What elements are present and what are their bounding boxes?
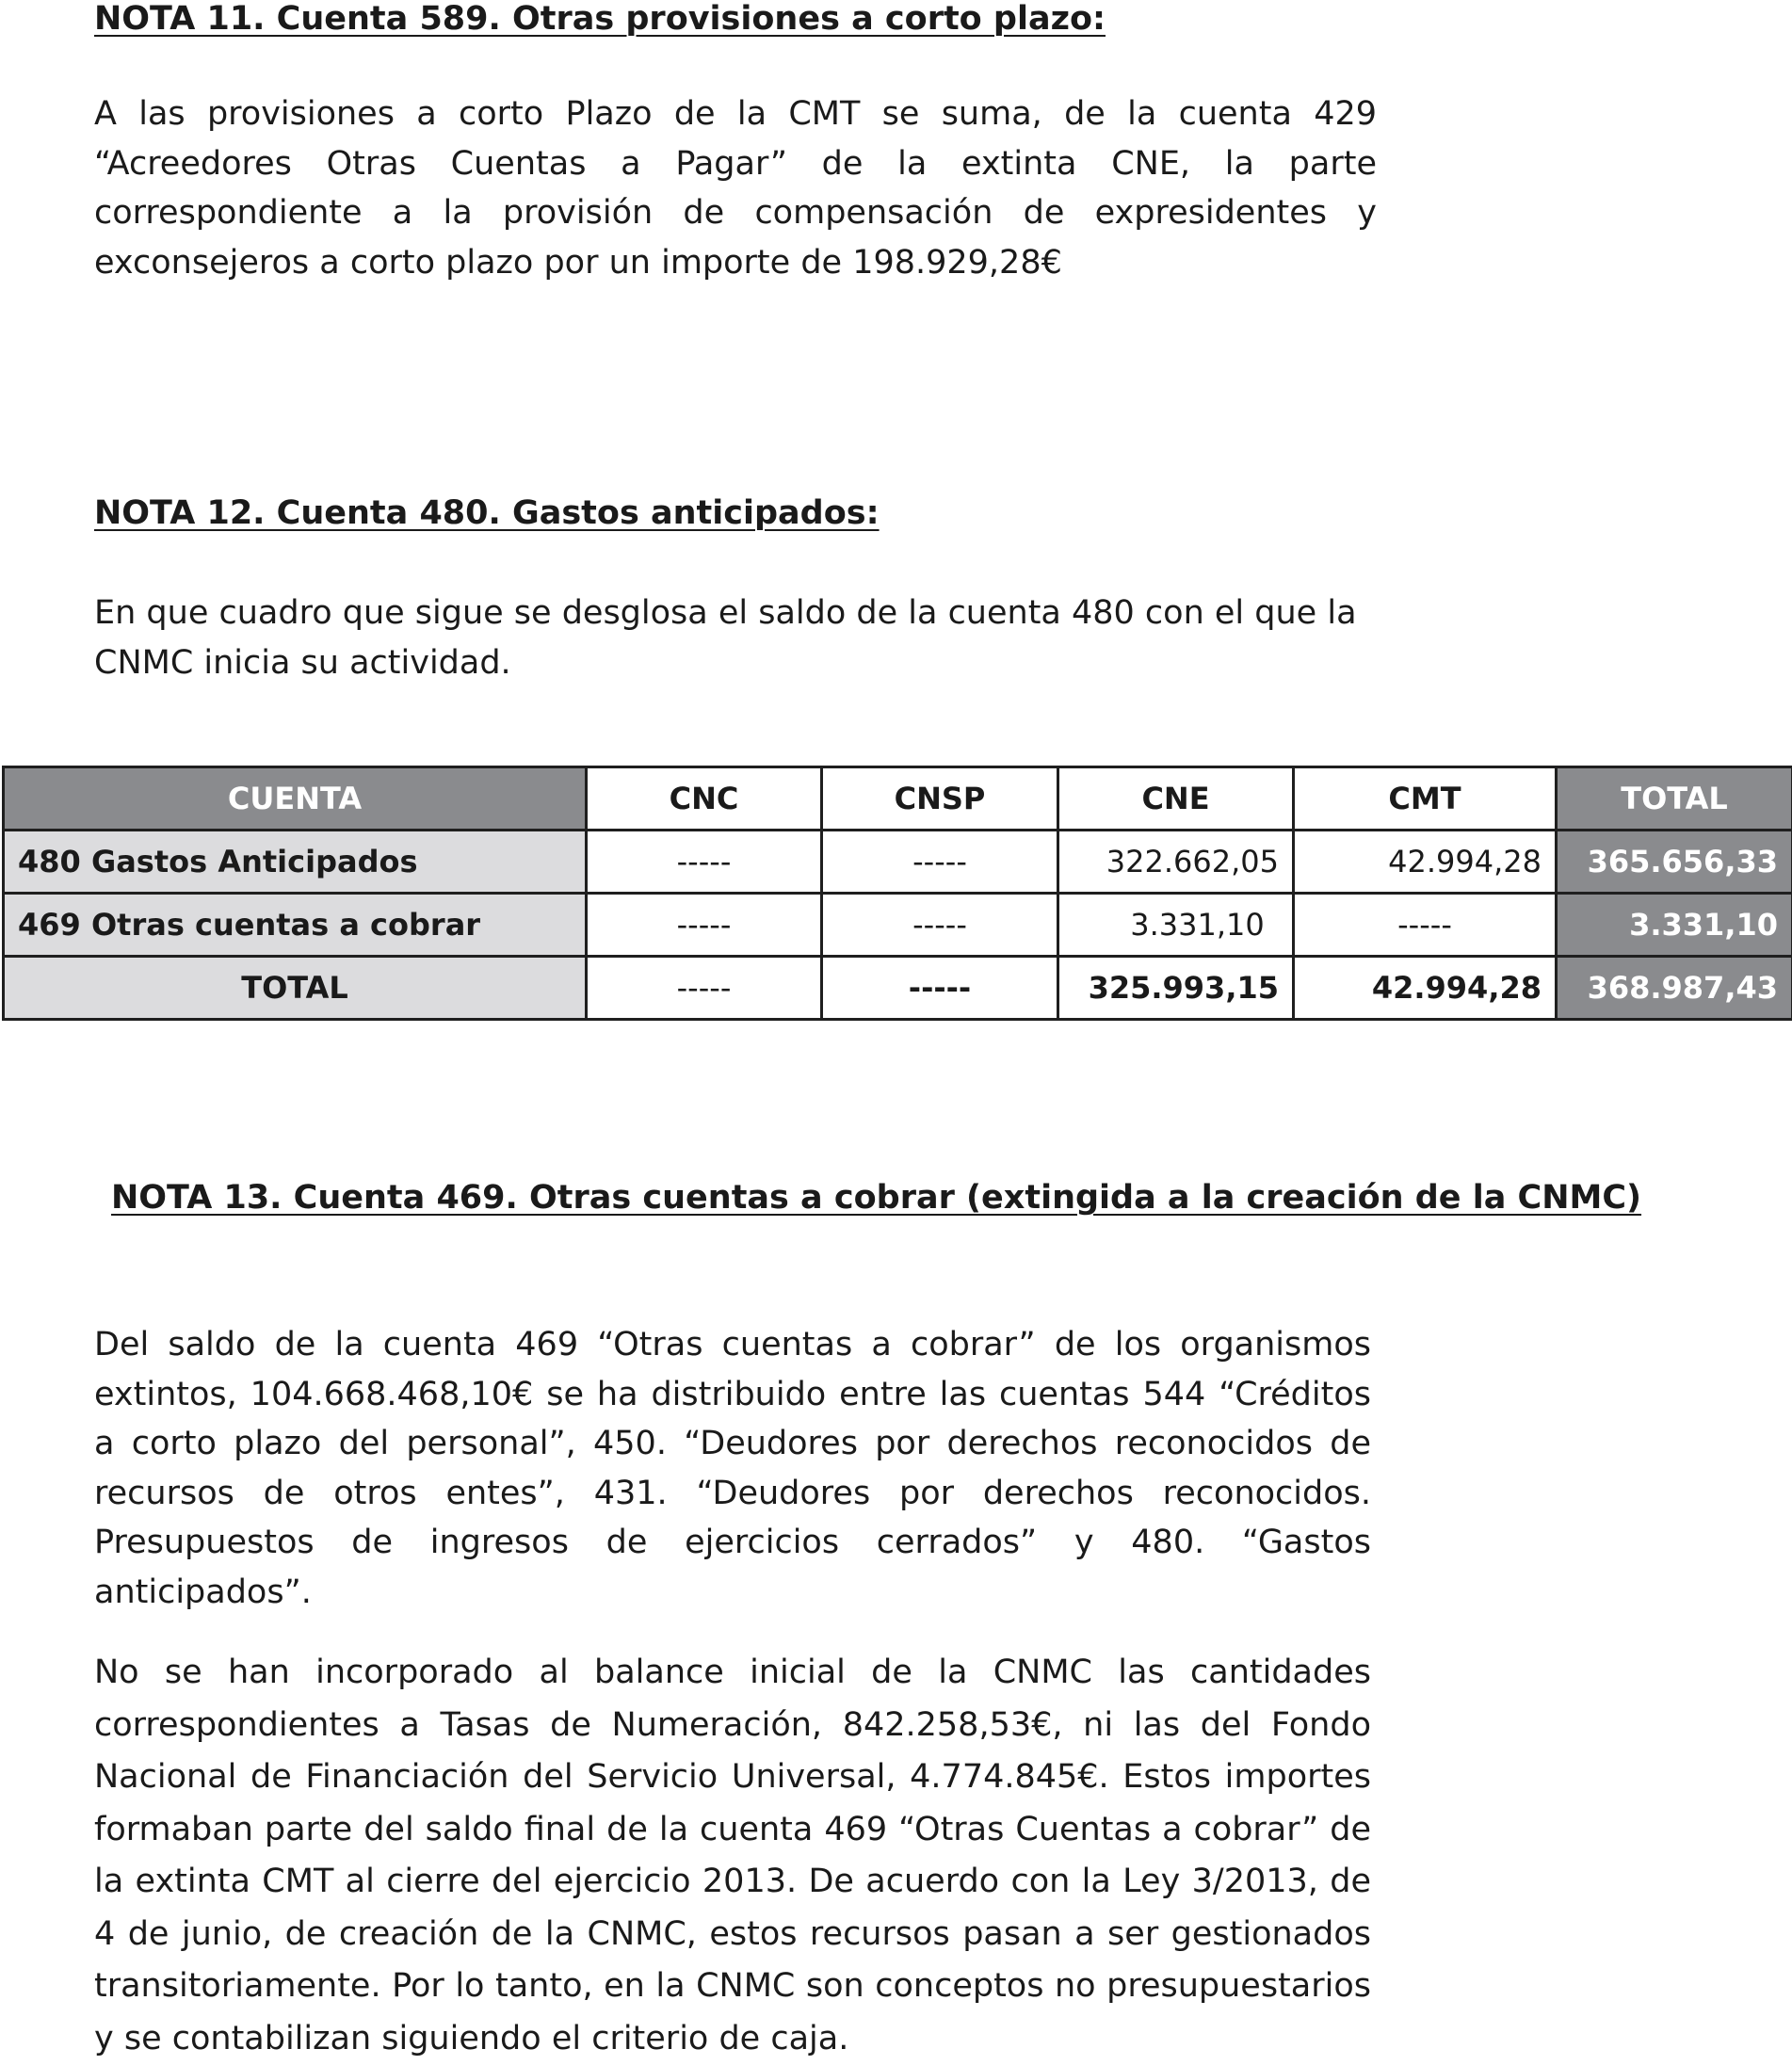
nota-11-heading: NOTA 11. Cuenta 589. Otras provisiones a corto plazo:: [94, 0, 1106, 38]
row-cne-value: 322.662,05: [1058, 831, 1294, 894]
nota-12-paragraph: En que cuadro que sigue se desglosa el saldo de la cuenta 480 con el que la CNMC inicia su actividad.: [94, 589, 1377, 687]
header-cne: CNE: [1058, 767, 1294, 831]
cuenta-480-breakdown-table: [2, 766, 1792, 1021]
nota-12-heading: NOTA 12. Cuenta 480. Gastos anticipados:: [94, 494, 880, 532]
table-total-row: [4, 957, 1792, 1020]
header-cmt: CMT: [1294, 767, 1557, 831]
row-cnsp-value: -----: [822, 894, 1058, 957]
nota-13-paragraph-2: No se han incorporado al balance inicial de la CNMC las cantidades correspondientes a Tasas de Numeración, 842.258,53€, ni las del Fondo Nacional de Financiación del Servicio Universal, 4.774.845€. Estos importes formaban parte del saldo final de la cuenta 469 “Otras Cuentas a cobrar” de la extinta CMT al cierre del ejercicio 2013. De acuerdo con la Ley 3/2013, de 4 de junio, de creación de la CNMC, estos recursos pasan a ser gestionados transitoriamente. Por lo tanto, en la CNMC son conceptos no presupuestarios y se contabilizan siguiendo el criterio de caja.: [94, 1647, 1371, 2065]
total-cmt-value: 42.994,28: [1294, 957, 1557, 1020]
table-row: [4, 831, 1792, 894]
total-cnsp-value: -----: [822, 957, 1058, 1020]
table-header-row: [4, 767, 1792, 831]
row-cne-value: 3.331,10: [1058, 894, 1294, 957]
nota-13-paragraph-1: Del saldo de la cuenta 469 “Otras cuentas a cobrar” de los organismos extintos, 104.668.468,10€ se ha distribuido entre las cuentas 544 “Créditos a corto plazo del personal”, 450. “Deudores por derechos reconocidos de recursos de otros entes”, 431. “Deudores por derechos reconocidos. Presupuestos de ingresos de ejercicios cerrados” y 480. “Gastos anticipados”.: [94, 1320, 1371, 1617]
row-cnc-value: -----: [587, 831, 822, 894]
header-cuenta: CUENTA: [4, 767, 587, 831]
header-cnc: CNC: [587, 767, 822, 831]
total-cne-value: 325.993,15: [1058, 957, 1294, 1020]
row-cnsp-value: -----: [822, 831, 1058, 894]
row-cuenta-label: 469 Otras cuentas a cobrar: [4, 894, 587, 957]
row-total-value: 3.331,10: [1557, 894, 1792, 957]
row-total-value: 365.656,33: [1557, 831, 1792, 894]
total-cnc-value: -----: [587, 957, 822, 1020]
row-cuenta-label: 480 Gastos Anticipados: [4, 831, 587, 894]
total-row-label: TOTAL: [4, 957, 587, 1020]
header-total: TOTAL: [1557, 767, 1792, 831]
table-row: [4, 894, 1792, 957]
row-cmt-value: -----: [1294, 894, 1557, 957]
row-cmt-value: 42.994,28: [1294, 831, 1557, 894]
total-total-value: 368.987,43: [1557, 957, 1792, 1020]
header-cnsp: CNSP: [822, 767, 1058, 831]
row-cnc-value: -----: [587, 894, 822, 957]
nota-13-heading: NOTA 13. Cuenta 469. Otras cuentas a cobrar (extingida a la creación de la CNMC): [111, 1179, 1641, 1217]
nota-11-paragraph: A las provisiones a corto Plazo de la CMT se suma, de la cuenta 429 “Acreedores Otras Cuentas a Pagar” de la extinta CNE, la parte correspondiente a la provisión de compensación de expresidentes y exconsejeros a corto plazo por un importe de 198.929,28€: [94, 89, 1377, 287]
